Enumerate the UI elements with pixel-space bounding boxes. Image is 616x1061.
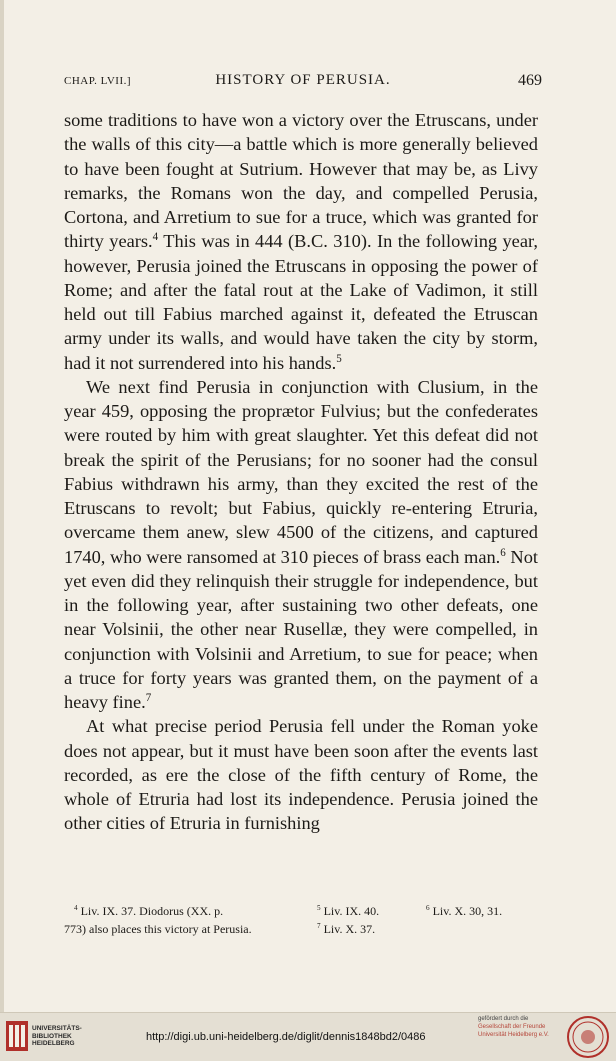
- paragraph: [64, 108, 538, 375]
- page-spine-shadow: [0, 0, 4, 1012]
- paragraph: [64, 375, 538, 715]
- digitization-footer: [0, 1012, 616, 1061]
- footnote-5-number: 5: [317, 904, 321, 912]
- running-header: [64, 72, 542, 92]
- footnote-ref: 7: [145, 691, 152, 704]
- running-title: HISTORY OF PERUSIA.: [215, 72, 391, 88]
- permalink-url[interactable]: http://digi.ub.uni-heidelberg.de/diglit/dennis1848bd2/0486: [146, 1031, 426, 1043]
- university-seal-icon: [566, 1015, 610, 1059]
- footnote-6-number: 6: [426, 904, 430, 912]
- text-run: Not yet even did they relinquish their struggle for independence, but in the following year, after sustaining two other defeats, one near Volsinii, the other near Rusellæ, they were compelled, in conjunction with Volsinii and Arretium, to sue for peace; when a truce for forty years was granted them, on the payment of a heavy fine.: [64, 546, 538, 712]
- footnote-ref: 6: [500, 546, 506, 559]
- paragraph: [64, 714, 538, 835]
- footnote-4-line2: 773) also places this victory at Perusia.: [64, 922, 252, 936]
- footnote-7-number: 7: [317, 922, 321, 930]
- footnote-4: [74, 902, 223, 920]
- chapter-label: CHAP. LVII.]: [64, 75, 132, 87]
- page-number: 469: [518, 72, 542, 89]
- footnote-ref: 4: [152, 231, 159, 244]
- footnote-4-continued: [64, 920, 252, 938]
- footnote-5: [317, 902, 379, 920]
- sponsor-text: gefördert durch die Gesellschaft der Freunde Universität Heidelberg e.V.: [478, 1016, 549, 1038]
- footnote-7-text: Liv. X. 37.: [323, 922, 376, 936]
- footnote-4-line1: Liv. IX. 37. Diodorus (XX. p.: [80, 904, 224, 918]
- footnote-6: [426, 902, 502, 920]
- footnote-5-text: Liv. IX. 40.: [323, 904, 380, 918]
- text-run: This was in 444 (B.C. 310). In the following year, however, Perusia joined the Etruscans in opposing the power of Rome; and after the fatal rout at the Lake of Vadimon, it still held out till Fabius marched against it, defeated the Etruscan army under its walls, and would have taken the city by storm, had it not surrendered into his hands.: [64, 231, 538, 373]
- text-run: some traditions to have won a victory over the Etruscans, under the walls of this city—a battle which is more generally believed to have been fought at Sutrium. However that may be, as Livy remarks, the Romans won the day, and compelled Perusia, Cortona, and Arretium to sue for a truce, which was granted for thirty years.: [64, 110, 538, 252]
- footnote-6-text: Liv. X. 30, 31.: [432, 904, 503, 918]
- library-name: UNIVERSITÄTS- BIBLIOTHEK HEIDELBERG: [32, 1025, 82, 1047]
- text-run: We next find Perusia in conjunction with Clusium, in the year 459, opposing the proprætor Fulvius; but the confederates were routed by him with great slaughter. Yet this defeat did not break the spirit of the Perusians; for no sooner had the consul Fabius withdrawn his army, than they excited the rest of the Etruscans to revolt; but Fabius, quickly re-entering Etruria, overcame them anew, slew 4500 of the citizens, and captured 1740, who were ransomed at 310 pieces of brass each man.: [64, 376, 538, 567]
- library-logo-icon: [6, 1021, 28, 1051]
- footnote-7: [317, 920, 375, 938]
- body-text: [64, 108, 538, 836]
- footnote-4-number: 4: [74, 904, 78, 912]
- text-run: At what precise period Perusia fell under the Roman yoke does not appear, but it must have been soon after the events last recorded, as ere the close of the fifth century of Rome, the whole of Etruria had lost its independence. Perusia joined the other cities of Etruria in furnishing: [64, 716, 538, 834]
- footnote-ref: 5: [336, 352, 342, 365]
